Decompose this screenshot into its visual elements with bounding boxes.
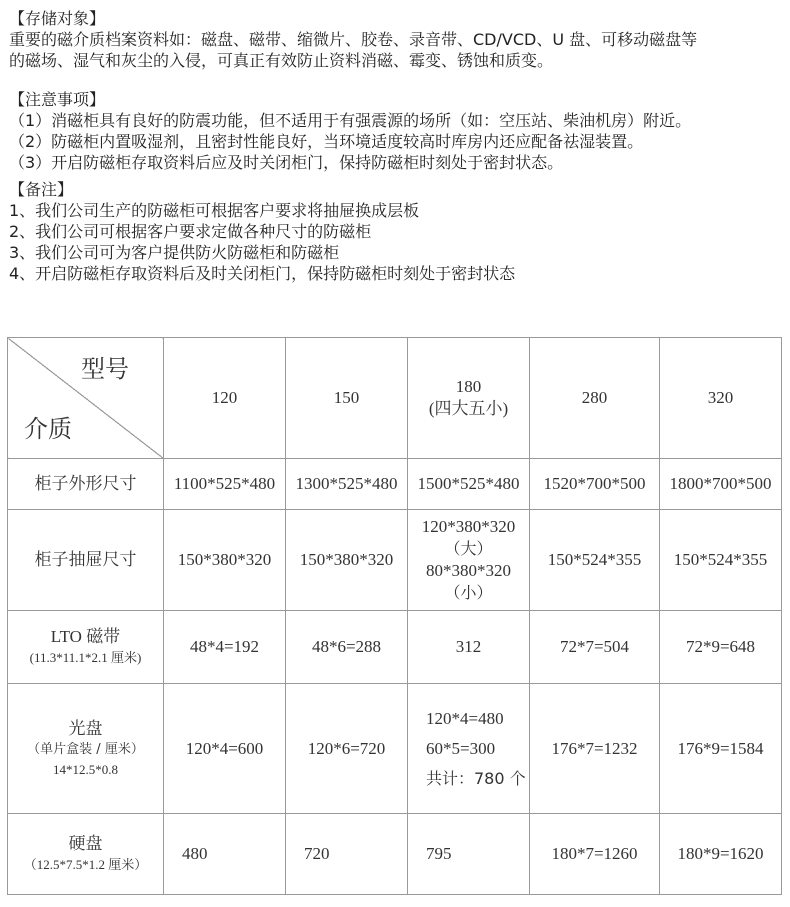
corner-cell [8,338,164,459]
table-cell: 150*524*355 [530,510,660,611]
remark-item: 2、我们公司可根据客户要求定做各种尺寸的防磁柜 [9,222,372,241]
row-label-main: LTO 磁带 [50,627,121,646]
table-cell: 1500*525*480 [408,459,530,510]
table-cell: 1800*700*500 [660,459,782,510]
corner-model-label: 型号 [81,355,129,383]
table-cell: 72*7=504 [530,611,660,684]
row-label [8,814,164,895]
table-cell: 48*4=192 [164,611,286,684]
row-label [8,611,164,684]
caution-item: （2）防磁柜内置吸湿剂，且密封性能良好，当环境适度较高时库房内还应配备祛湿装置。 [9,132,644,151]
table-cell: 176*9=1584 [660,684,782,814]
table-cell: 120*4=600 [164,684,286,814]
model-header: 120 [164,338,286,459]
table-cell: 72*9=648 [660,611,782,684]
row-label [8,684,164,814]
table-row [8,814,782,895]
drawer-size-line: 120*380*320 [421,517,516,536]
row-label: 柜子抽屉尺寸 [8,510,164,611]
table-header-row [8,338,782,459]
row-label-main: 光盘 [68,718,103,738]
table-cell: 1520*700*500 [530,459,660,510]
table-cell: 176*7=1232 [530,684,660,814]
drawer-size-line: （小） [444,583,493,602]
corner-medium-label: 介质 [24,415,72,443]
storage-line: 的磁场、湿气和灰尘的入侵，可真正有效防止资料消磁、霉变、锈蚀和质变。 [9,51,554,70]
spec-table [7,337,782,895]
model-header [408,338,530,459]
table-cell: 795 [408,814,530,895]
model-header: 280 [530,338,660,459]
table-cell: 312 [408,611,530,684]
storage-heading: 【存储对象】 [9,9,106,28]
table-cell: 1100*525*480 [164,459,286,510]
table-cell: 120*6=720 [286,684,408,814]
table-cell: 48*6=288 [286,611,408,684]
cd-total: 共计：780 个 [426,768,526,788]
remark-heading: 【备注】 [9,180,74,199]
drawer-size-line: 80*380*320 [426,561,511,580]
remark-item: 4、开启防磁柜存取资料后及时关闭柜门，保持防磁柜时刻处于密封状态 [9,264,516,283]
table-cell: 480 [164,814,286,895]
row-label: 柜子外形尺寸 [8,459,164,510]
table-cell: 150*380*320 [164,510,286,611]
notes-section [9,8,784,284]
remark-item: 3、我们公司可为客户提供防火防磁柜和防磁柜 [9,243,340,262]
storage-line: 重要的磁介质档案资料如：磁盘、磁带、缩微片、胶卷、录音带、CD/VCD、U 盘、可移动磁盘等 [9,30,698,49]
remark-item: 1、我们公司生产的防磁柜可根据客户要求将抽屉换成层板 [9,201,420,220]
table-cell: 1300*525*480 [286,459,408,510]
drawer-size-line: （大） [444,539,493,558]
table-row [8,459,782,510]
table-cell [408,510,530,611]
table-row [8,684,782,814]
cd-count-line: 60*5=300 [426,738,496,758]
caution-heading: 【注意事项】 [9,90,106,109]
row-label-sub: 14*12.5*0.8 [53,761,118,777]
row-label-sub: （单片盒装 / 厘米） [27,741,144,757]
row-label-main: 硬盘 [68,834,103,853]
cd-count-line: 120*4=480 [426,708,504,728]
table-cell: 180*9=1620 [660,814,782,895]
table-cell: 720 [286,814,408,895]
table-cell: 150*524*355 [660,510,782,611]
caution-item: （1）消磁柜具有良好的防震功能，但不适用于有强震源的场所（如：空压站、柴油机房）附近。 [9,111,692,130]
table-row [8,611,782,684]
row-label-sub: （12.5*7.5*1.2 厘米） [23,857,148,872]
model-header: 150 [286,338,408,459]
table-cell [408,684,530,814]
model-header: 320 [660,338,782,459]
table-cell: 150*380*320 [286,510,408,611]
table-row [8,510,782,611]
model-header-note: (四大五小) [428,399,509,418]
model-header-label: 180 [455,377,482,396]
row-label-sub: (11.3*11.1*2.1 厘米) [29,650,142,665]
table-cell: 180*7=1260 [530,814,660,895]
caution-item: （3）开启防磁柜存取资料后应及时关闭柜门，保持防磁柜时刻处于密封状态。 [9,153,564,172]
